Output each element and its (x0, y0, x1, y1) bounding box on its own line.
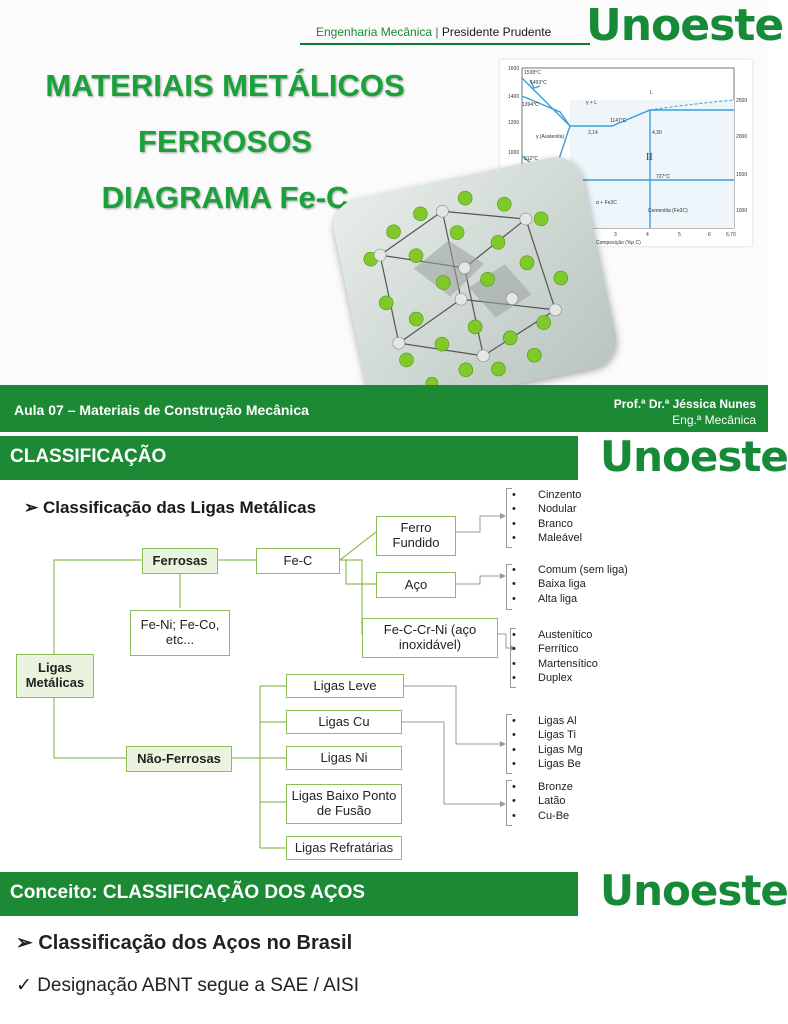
svg-text:6,70: 6,70 (726, 232, 736, 238)
svg-text:4: 4 (646, 232, 649, 238)
professor-role: Eng.ª Mecânica (672, 413, 756, 427)
ligas-leve-list (538, 714, 583, 771)
professor-name: Prof.ª Dr.ª Jéssica Nunes (613, 397, 756, 411)
bullet-2: ✓ Designação ABNT segue a SAE / AISI (16, 975, 359, 996)
svg-text:Cementita (Fe3C): Cementita (Fe3C) (648, 208, 688, 214)
section-bar (0, 872, 578, 916)
lesson-title: Aula 07 – Materiais de Construção Mecânica (14, 402, 309, 418)
ligas-cu-list (538, 780, 573, 823)
title-line-2: FERROSOS (138, 124, 312, 159)
svg-text:Composição (%p C): Composição (%p C) (596, 240, 641, 246)
list-item: • Ligas Mg (538, 743, 583, 757)
header-course: Engenharia Mecânica | Presidente Prudente (316, 25, 552, 39)
bullet-1: ➢ Classificação dos Aços no Brasil (16, 932, 353, 954)
header-rule (300, 43, 590, 45)
inox-list (538, 628, 598, 685)
box-ligas-leve: Ligas Leve (286, 674, 404, 698)
box-ferro-fundido: Ferro Fundido (376, 516, 456, 556)
list-item: • Alta liga (538, 592, 628, 606)
subtitle: ➢ Classificação das Ligas Metálicas (24, 498, 317, 517)
list-item: • Cinzento (538, 488, 582, 502)
section-title: CLASSIFICAÇÃO (10, 446, 167, 467)
box-ligas-metalicas: Ligas Metálicas (16, 654, 94, 698)
svg-text:L: L (650, 90, 653, 96)
box-fe-ni: Fe-Ni; Fe-Co, etc... (130, 610, 230, 656)
box-fe-c-cr-ni: Fe-C-Cr-Ni (aço inoxidável) (362, 618, 498, 658)
box-ligas-refratarias: Ligas Refratárias (286, 836, 402, 860)
svg-text:2500: 2500 (736, 98, 748, 104)
box-ligas-ni: Ligas Ni (286, 746, 402, 770)
svg-text:1538°C: 1538°C (524, 70, 541, 76)
title-slide (0, 0, 784, 432)
list-item: • Comum (sem liga) (538, 563, 628, 577)
ferro-fundido-list (538, 488, 582, 545)
svg-text:α + Fe3C: α + Fe3C (596, 200, 617, 206)
list-item: • Austenítico (538, 628, 598, 642)
svg-text:5: 5 (678, 232, 681, 238)
svg-text:1394°C: 1394°C (522, 102, 539, 108)
svg-text:3: 3 (614, 232, 617, 238)
unoeste-logo: Unoeste (586, 0, 784, 51)
list-item: • Ferrítico (538, 642, 598, 656)
list-item: • Cu-Be (538, 809, 573, 823)
title-line-3: DIAGRAMA Fe-C (101, 180, 349, 215)
svg-text:1000: 1000 (508, 150, 520, 156)
box-ligas-baixo-ponto-fusao: Ligas Baixo Ponto de Fusão (286, 784, 402, 824)
list-item: • Ligas Al (538, 714, 583, 728)
steel-classification-slide (0, 864, 788, 1024)
svg-text:727°C: 727°C (656, 174, 670, 180)
box-fe-c: Fe-C (256, 548, 340, 574)
svg-text:1000: 1000 (736, 208, 748, 214)
list-item: • Duplex (538, 671, 598, 685)
svg-text:1493°C: 1493°C (530, 80, 547, 86)
svg-text:4,30: 4,30 (652, 130, 662, 136)
svg-text:6: 6 (708, 232, 711, 238)
svg-text:II: II (646, 152, 653, 163)
aco-list (538, 563, 628, 606)
slide-footer (0, 385, 768, 432)
list-item: • Branco (538, 517, 582, 531)
svg-text:1147°C: 1147°C (610, 118, 627, 124)
svg-text:1200: 1200 (508, 120, 520, 126)
classification-slide (0, 432, 788, 864)
svg-text:2,14: 2,14 (588, 130, 598, 136)
list-item: • Martensítico (538, 657, 598, 671)
list-item: • Nodular (538, 502, 582, 516)
svg-text:γ + L: γ + L (586, 100, 597, 106)
list-item: • Bronze (538, 780, 573, 794)
unoeste-logo: Unoeste (600, 866, 788, 915)
list-item: • Ligas Be (538, 757, 583, 771)
list-item: • Ligas Ti (538, 728, 583, 742)
svg-text:2000: 2000 (736, 134, 748, 140)
box-ferrosas: Ferrosas (142, 548, 218, 574)
list-item: • Latão (538, 794, 573, 808)
svg-text:γ (Austenita): γ (Austenita) (536, 134, 565, 140)
section-title: Conceito: CLASSIFICAÇÃO DOS AÇOS (10, 882, 366, 903)
svg-text:1500: 1500 (736, 172, 748, 178)
svg-text:912°C: 912°C (524, 156, 538, 162)
svg-text:1400: 1400 (508, 94, 520, 100)
svg-text:1600: 1600 (508, 66, 520, 72)
box-nao-ferrosas: Não-Ferrosas (126, 746, 232, 772)
box-aco: Aço (376, 572, 456, 598)
box-ligas-cu: Ligas Cu (286, 710, 402, 734)
title-line-1: MATERIAIS METÁLICOS (45, 68, 405, 103)
list-item: • Maleável (538, 531, 582, 545)
list-item: • Baixa liga (538, 577, 628, 591)
unoeste-logo: Unoeste (600, 432, 788, 481)
